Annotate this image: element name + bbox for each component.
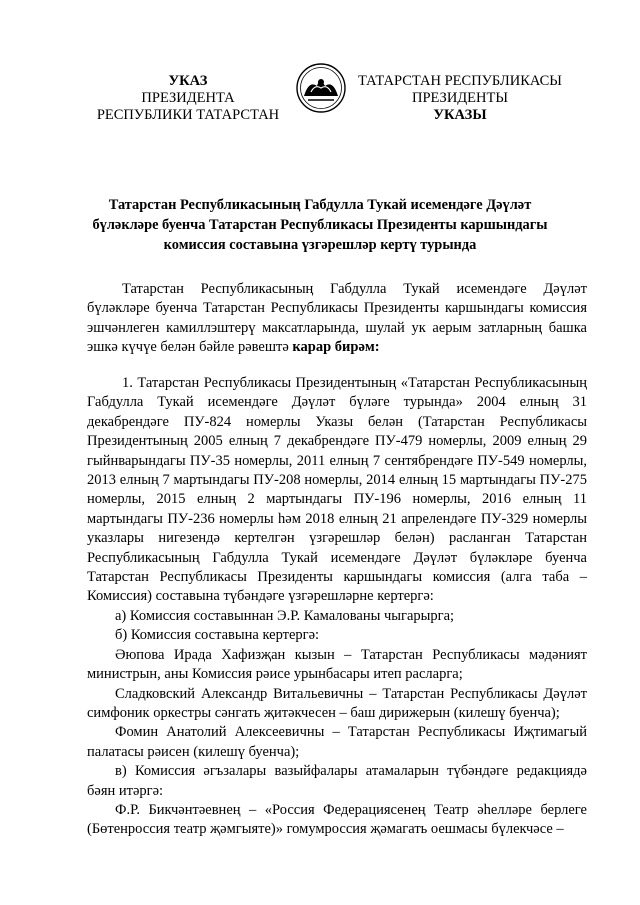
preamble-paragraph [87,280,587,358]
preamble-text: Татарстан Республикасының Габдулла Тукай исемендәге Дәүләт бүләкләре буенча Татарстан Республикасы Президенты каршындагы комиссия эшчәнлеген камиллэштерү максатларында, шулай ук аерым затларның башка эшкә күчүе белән бәйле рәвештә [87,281,587,356]
header-left-line1: УКАЗ [168,73,208,89]
person-ayupova: Әюпова Ирада Хафизҗан кызын – Татарстан Республикасы мәдәният министрын, аны Комиссия рәисе урынбасары итеп расларга; [87,646,587,683]
title-line1: Татарстан Республикасының Габдулла Тукай исемендәге Дәүләт [108,197,532,213]
header-left-line3: РЕСПУБЛИКИ ТАТАРСТАН [96,107,280,123]
person-bikchantaev: Ф.Р. Бикчәнтәевнең – «Россия Федерациясенең Театр әһелләре берлеге (Бөтенроссия театр җәмгыяте)» гомумроссия җәмагать оешмасы бүлекчәсе – [87,801,587,838]
header-right [355,73,565,124]
title-line3: комиссия составына үзгәрешләр кертү турында [163,237,477,253]
title-line2: бүләкләре буенча Татарстан Республикасы Президенты каршындагы [92,217,548,233]
person-fomin: Фомин Анатолий Алексеевичны – Татарстан Республикасы Иҗтимагый палатасы рәисен (килешү буенча); [87,724,587,760]
item-1-text: 1. Татарстан Республикасы Президентының «Татарстан Республикасының Габдулла Тукай исемендәге Дәүләт бүләге турында» 2004 елның 31 декабрендәге ПУ-824 номерлы Указы белән (Татарстан Республикасы Президентының 2005 елның 7 декабрендәге ПУ-479 номерлы, 2009 елның 29 гыйнварындагы ПУ-35 номерлы, 2011 елның 7 сентябрендәге ПУ-549 номерлы, 2013 елның 7 мартындагы ПУ-208 номерлы, 2014 елның 15 мартындагы ПУ-275 номерлы, 2015 елның 2 мартындагы ПУ-196 номерлы, 2016 елның 11 мартындагы ПУ-236 номерлы һәм 2018 елның 21 апрелендәге ПУ-329 номерлы указлары нигезендә кертелгән үзгәрешләр белән) расланган Татарстан Республикасының Габдулла Тукай исемендәге Дәүләт бүләкләре буенча Татарстан Республикасы Президенты каршындагы комиссия (алга таба – Комиссия) составына түбәндәге үзгәрешләрне кертергә: [87,375,587,605]
header-left-line2: ПРЕЗИДЕНТА [141,90,235,106]
header-right-line2: ПРЕЗИДЕНТЫ [411,90,509,106]
item-1-a: а) Комиссия составыннан Э.Р. Камалованы чыгарырга; [115,607,455,624]
item-1-c: в) Комиссия әгъзалары вазыйфалары атамаларын түбәндәге редакциядә бәян итәргә: [87,763,587,799]
item-1-b: б) Комиссия составына кертергә: [115,627,320,644]
document-title [80,195,560,255]
header-right-line1: ТАТАРСТАН РЕСПУБЛИКАСЫ [358,73,562,89]
item-1 [87,374,587,840]
decree-phrase: карар бирәм: [292,339,380,356]
person-sladkovsky: Сладковский Александр Витальевичны – Татарстан Республикасы Дәүләт симфоник оркестры сәнгать җитәкчесен – баш дирижерын (килешү буенча); [87,685,587,721]
preamble [87,280,587,358]
header-left [83,73,293,124]
coat-of-arms-emblem-icon [295,62,347,114]
header-right-line3: УКАЗЫ [433,107,487,123]
